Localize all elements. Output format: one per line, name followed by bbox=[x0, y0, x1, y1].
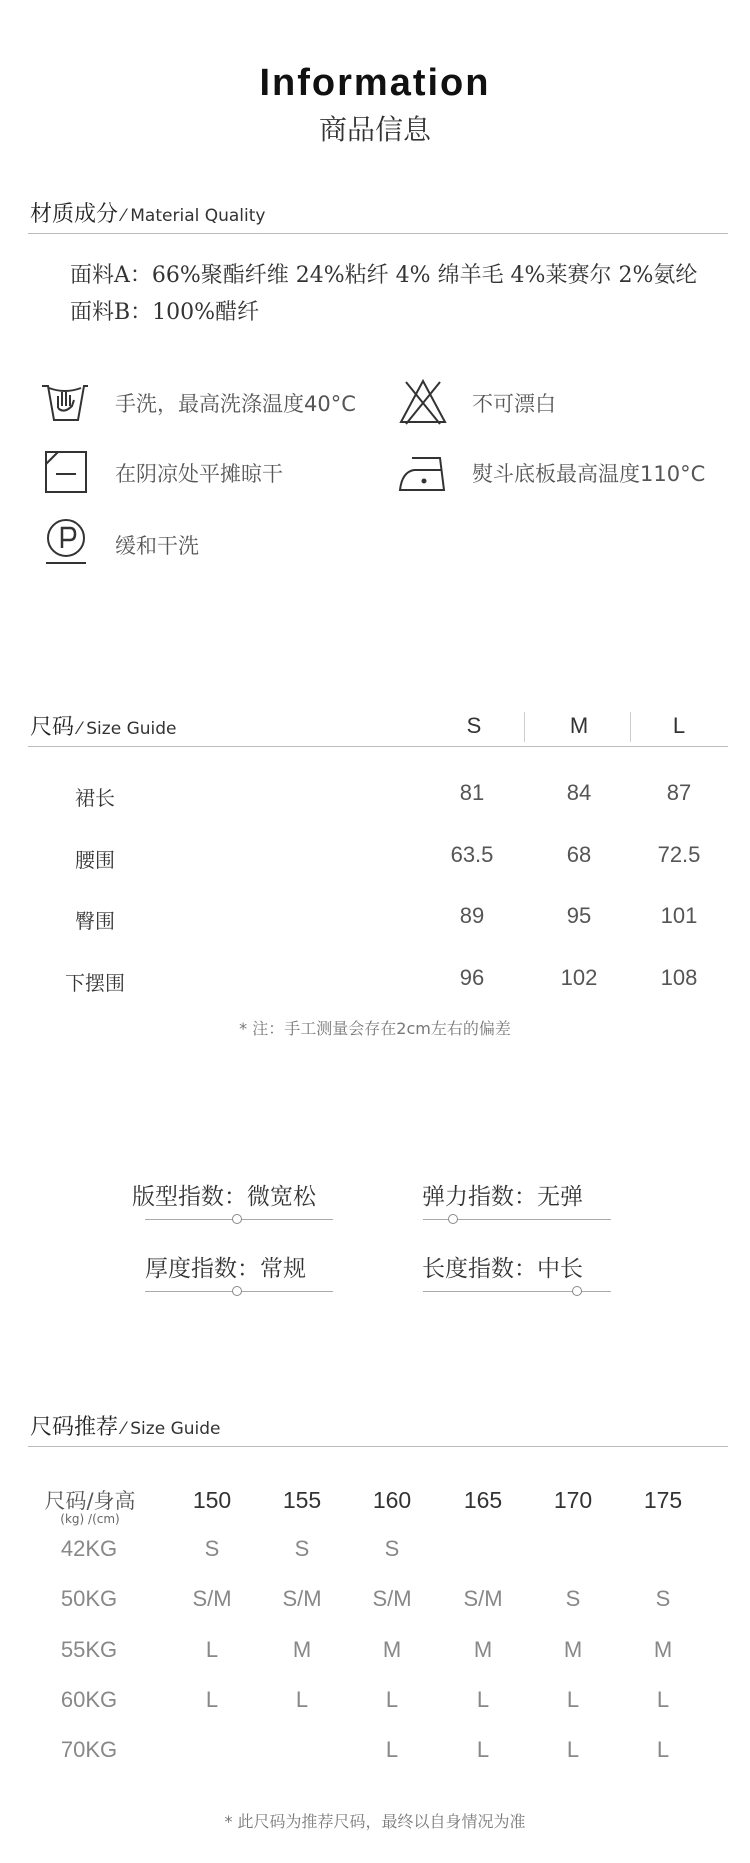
recommend-cell: S bbox=[655, 1586, 671, 1611]
material-divider bbox=[28, 233, 728, 234]
recommend-cell: S bbox=[204, 1536, 220, 1561]
height-header: 175 bbox=[643, 1487, 683, 1513]
weight-row-label: 42KG bbox=[60, 1536, 118, 1561]
size-row-label: 下摆围 bbox=[65, 971, 125, 995]
recommend-title-en: ⁄ Size Guide bbox=[122, 1419, 221, 1439]
care-text-dry-flat: 在阴凉处平摊晾干 bbox=[115, 462, 283, 486]
material-line-b: 面料B：100%醋纤 bbox=[70, 300, 260, 325]
weight-row-label: 70KG bbox=[60, 1737, 118, 1762]
size-guide-note: * 注：手工测量会存在2cm左右的偏差 bbox=[239, 1019, 511, 1038]
recommend-cell: L bbox=[385, 1737, 399, 1762]
page-subtitle: 商品信息 bbox=[318, 113, 431, 146]
dry-flat-shade-icon bbox=[42, 448, 92, 496]
height-header: 155 bbox=[282, 1487, 322, 1513]
fit-index: 版型指数：微宽松 bbox=[132, 1184, 316, 1210]
stretch-index: 弹力指数：无弹 bbox=[422, 1184, 583, 1210]
stretch-index-knob bbox=[448, 1214, 458, 1224]
recommend-cell: S/M bbox=[372, 1586, 412, 1611]
recommend-divider bbox=[28, 1446, 728, 1447]
recommend-corner-units: (kg) /(cm) bbox=[60, 1512, 120, 1526]
size-cell: 68 bbox=[566, 842, 592, 867]
recommend-cell: S/M bbox=[192, 1586, 232, 1611]
recommend-cell: M bbox=[292, 1637, 312, 1662]
col-divider bbox=[524, 712, 525, 742]
hand-wash-icon bbox=[40, 378, 90, 426]
recommend-cell: L bbox=[385, 1687, 399, 1712]
page-title: Information bbox=[259, 62, 491, 104]
height-header: 165 bbox=[463, 1487, 503, 1513]
thickness-index-knob bbox=[232, 1286, 242, 1296]
size-cell: 81 bbox=[459, 780, 485, 805]
height-header: 150 bbox=[192, 1487, 232, 1513]
recommend-cell: L bbox=[205, 1687, 219, 1712]
size-cell: 101 bbox=[660, 903, 698, 928]
recommend-cell: S/M bbox=[282, 1586, 322, 1611]
height-header: 170 bbox=[553, 1487, 593, 1513]
recommend-cell: L bbox=[656, 1687, 670, 1712]
size-row-label: 臀围 bbox=[75, 909, 115, 933]
size-cell: 63.5 bbox=[450, 842, 494, 867]
gentle-dry-clean-icon bbox=[42, 518, 92, 566]
no-bleach-icon bbox=[398, 378, 448, 426]
length-index-track bbox=[423, 1291, 611, 1292]
material-title-en: ⁄ Material Quality bbox=[122, 206, 266, 226]
recommend-cell: L bbox=[205, 1637, 219, 1662]
recommend-cell: L bbox=[656, 1737, 670, 1762]
care-text-hand-wash: 手洗，最高洗涤温度40°C bbox=[115, 392, 356, 416]
thickness-index-track bbox=[145, 1291, 333, 1292]
size-row-label: 裙长 bbox=[75, 786, 115, 810]
weight-row-label: 60KG bbox=[60, 1687, 118, 1712]
recommend-heading bbox=[30, 1410, 221, 1441]
size-cell: 95 bbox=[566, 903, 592, 928]
recommend-cell: L bbox=[476, 1737, 490, 1762]
material-title-cn: 材质成分 bbox=[30, 202, 119, 227]
recommend-cell: L bbox=[295, 1687, 309, 1712]
size-col-l: L bbox=[672, 713, 686, 738]
size-row-label: 腰围 bbox=[75, 848, 115, 872]
iron-icon bbox=[398, 450, 448, 498]
length-index: 长度指数：中长 bbox=[422, 1256, 583, 1282]
weight-row-label: 50KG bbox=[60, 1586, 118, 1611]
recommend-cell: M bbox=[382, 1637, 402, 1662]
material-line-a: 面料A：66%聚酯纤维 24%粘纤 4% 绵羊毛 4%莱赛尔 2%氨纶 bbox=[70, 263, 698, 288]
size-guide-divider bbox=[28, 746, 728, 747]
recommend-cell: M bbox=[653, 1637, 673, 1662]
size-guide-title-en: ⁄ Size Guide bbox=[78, 719, 177, 739]
size-cell: 96 bbox=[459, 965, 485, 990]
care-text-dry-clean: 缓和干洗 bbox=[115, 534, 199, 558]
size-cell: 84 bbox=[566, 780, 592, 805]
size-cell: 87 bbox=[666, 780, 692, 805]
recommend-cell: S bbox=[565, 1586, 581, 1611]
fit-index-knob bbox=[232, 1214, 242, 1224]
stretch-index-track bbox=[423, 1219, 611, 1220]
size-guide-title-cn: 尺码 bbox=[30, 715, 75, 740]
recommend-cell: S bbox=[294, 1536, 310, 1561]
recommend-cell: L bbox=[566, 1737, 580, 1762]
recommend-cell: M bbox=[473, 1637, 493, 1662]
size-col-m: M bbox=[569, 713, 589, 738]
care-text-iron: 熨斗底板最高温度110°C bbox=[472, 462, 706, 486]
recommend-cell: S/M bbox=[463, 1586, 503, 1611]
recommend-note: * 此尺码为推荐尺码，最终以自身情况为准 bbox=[224, 1812, 526, 1831]
size-cell: 72.5 bbox=[657, 842, 701, 867]
size-cell: 89 bbox=[459, 903, 485, 928]
col-divider bbox=[630, 712, 631, 742]
care-text-no-bleach: 不可漂白 bbox=[472, 392, 556, 416]
size-guide-heading bbox=[30, 710, 177, 741]
thickness-index: 厚度指数：常规 bbox=[145, 1256, 306, 1282]
fit-index-track bbox=[145, 1219, 333, 1220]
recommend-cell: S bbox=[384, 1536, 400, 1561]
height-header: 160 bbox=[372, 1487, 412, 1513]
size-cell: 102 bbox=[560, 965, 598, 990]
recommend-cell: L bbox=[566, 1687, 580, 1712]
size-col-s: S bbox=[466, 713, 482, 738]
recommend-corner-label: 尺码/身高 bbox=[44, 1489, 136, 1513]
length-index-knob bbox=[572, 1286, 582, 1296]
recommend-cell: L bbox=[476, 1687, 490, 1712]
size-cell: 108 bbox=[660, 965, 698, 990]
recommend-title-cn: 尺码推荐 bbox=[30, 1415, 119, 1440]
weight-row-label: 55KG bbox=[60, 1637, 118, 1662]
recommend-cell: M bbox=[563, 1637, 583, 1662]
material-heading bbox=[30, 197, 265, 228]
